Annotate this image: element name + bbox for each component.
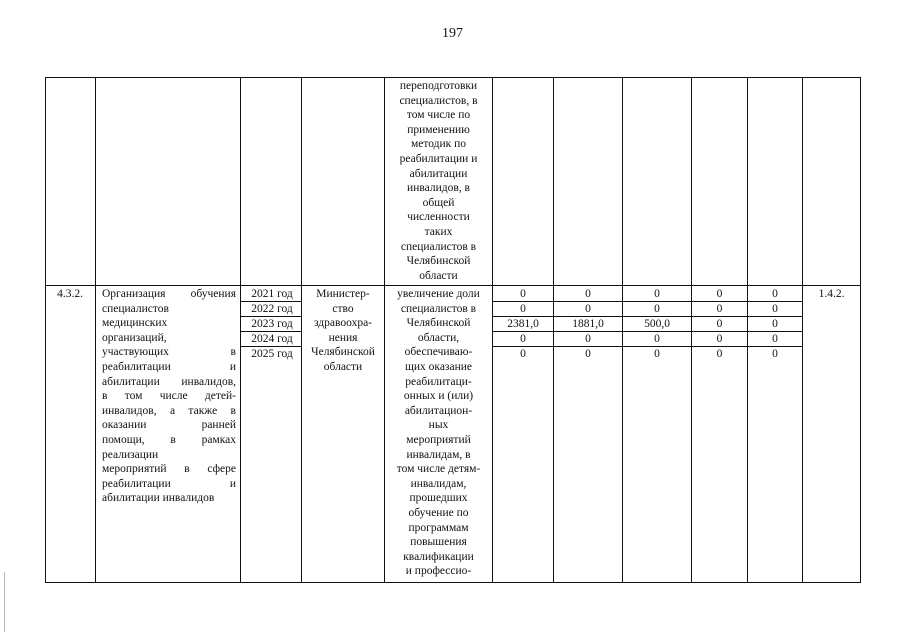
value-cell: 0: [585, 333, 591, 345]
value-cell: 0: [520, 303, 526, 315]
value-cell: 0: [585, 348, 591, 360]
text-line: Челябинской: [311, 346, 375, 359]
text-line: абилитацион-: [404, 404, 473, 417]
text-line: прошедших: [409, 492, 468, 505]
text-line: области: [323, 360, 363, 373]
text-line: помощи, в рамках: [102, 433, 236, 446]
value-cell: 0: [772, 333, 778, 345]
text-line: численности: [407, 211, 470, 224]
value-cell: 0: [654, 333, 660, 345]
text-line: абилитации инвалидов,: [102, 375, 236, 388]
text-line: реабилитации и: [102, 477, 236, 490]
value-cell: 0: [716, 348, 723, 360]
text-line: инвалидов, в: [407, 182, 470, 195]
text-line: специалистов, в: [399, 94, 478, 107]
value-cell: 0: [772, 318, 778, 330]
value-cell: 0: [654, 348, 660, 360]
text-line: мероприятий в сфере: [102, 463, 236, 476]
value-cell: 0: [585, 288, 591, 300]
value-cell: 0: [716, 303, 723, 315]
text-line: реабилитаци-: [405, 375, 472, 388]
text-line: ных: [428, 419, 449, 432]
value-cell: 500,0: [644, 318, 670, 330]
text-line: увеличение доли: [397, 288, 480, 300]
column-border: [802, 77, 803, 583]
text-line: специалистов: [102, 302, 169, 315]
value-cell: 0: [716, 333, 723, 345]
text-line: методик по: [410, 138, 467, 151]
value-cell: 0: [520, 333, 526, 345]
column-border: [860, 77, 861, 583]
text-line: области,: [417, 331, 460, 344]
text-line: реабилитации и: [399, 152, 478, 165]
text-line: Организация обучения: [102, 288, 236, 300]
text-line: ство: [332, 302, 354, 315]
value-cell: 0: [772, 288, 778, 300]
year-label: 2025 год: [251, 348, 293, 360]
value-cell: 0: [520, 288, 526, 300]
text-line: том числе детям-: [396, 463, 481, 476]
value-cell: 0: [772, 348, 778, 360]
value-cell: 2381,0: [507, 318, 539, 330]
text-line: организаций,: [102, 331, 167, 344]
row-code: 4.3.2.: [57, 288, 83, 300]
text-line: переподготовки: [399, 80, 478, 92]
year-label: 2023 год: [251, 318, 293, 330]
text-line: программам: [408, 521, 469, 534]
indicator-cell-continued: [387, 79, 490, 283]
column-border: [95, 77, 96, 583]
text-line: абилитации: [409, 167, 468, 180]
text-line: и профессио-: [405, 565, 472, 578]
program-table: [45, 77, 861, 583]
column-border: [240, 77, 241, 583]
executor-cell: [303, 287, 383, 375]
link-cell: 1.4.2.: [818, 288, 845, 300]
column-border: [301, 77, 302, 583]
text-line: Челябинской: [406, 255, 471, 268]
text-line: таких: [424, 225, 453, 238]
text-line: области: [419, 269, 458, 282]
text-line: повышения: [410, 536, 467, 549]
text-line: онных и (или): [403, 390, 474, 403]
text-line: обеспечиваю-: [404, 346, 473, 359]
text-line: Министер-: [316, 288, 370, 300]
text-line: инвалидов, а также в: [102, 404, 236, 417]
value-cell: 0: [520, 348, 526, 360]
text-line: оказании ранней: [102, 419, 236, 432]
table-top-border: [45, 77, 861, 78]
column-border: [384, 77, 385, 583]
text-line: обучение по: [408, 506, 469, 519]
value-cell: 0: [716, 288, 723, 300]
text-line: применению: [407, 123, 470, 136]
text-line: реабилитации и: [102, 360, 236, 373]
text-line: участвующих в: [102, 346, 236, 359]
text-line: инвалидам,: [410, 477, 467, 490]
row-divider: [45, 285, 861, 286]
text-line: здравоохра-: [313, 317, 373, 330]
text-line: специалистов в: [400, 302, 477, 315]
value-cell: 0: [772, 303, 778, 315]
text-line: щих оказание: [405, 360, 472, 373]
value-cell: 0: [654, 288, 660, 300]
text-line: квалификации: [403, 550, 474, 563]
text-line: Челябинской: [406, 317, 471, 330]
text-line: том числе по: [406, 109, 471, 122]
value-cell: 1881,0: [572, 318, 604, 330]
text-line: мероприятий: [406, 433, 471, 446]
year-label: 2024 год: [251, 333, 293, 345]
year-label: 2022 год: [251, 303, 293, 315]
text-line: специалистов в: [400, 240, 477, 253]
text-line: нения: [328, 331, 358, 344]
table-bottom-border: [45, 582, 861, 583]
text-line: реализации: [102, 448, 159, 461]
column-border: [45, 77, 46, 583]
year-label: 2021 год: [251, 288, 293, 300]
value-cell: 0: [716, 318, 723, 330]
activity-cell: [102, 287, 236, 506]
page-number: 197: [442, 26, 463, 41]
text-line: общей: [422, 196, 455, 209]
indicator-cell: [386, 287, 491, 579]
text-line: в том числе детей-: [102, 390, 236, 403]
text-line: медицинских: [102, 317, 168, 330]
text-line: инвалидам, в: [406, 448, 471, 461]
value-cell: 0: [585, 303, 591, 315]
text-line: абилитации инвалидов: [102, 492, 215, 505]
scan-edge-mark: [4, 572, 5, 632]
value-cell: 0: [654, 303, 660, 315]
